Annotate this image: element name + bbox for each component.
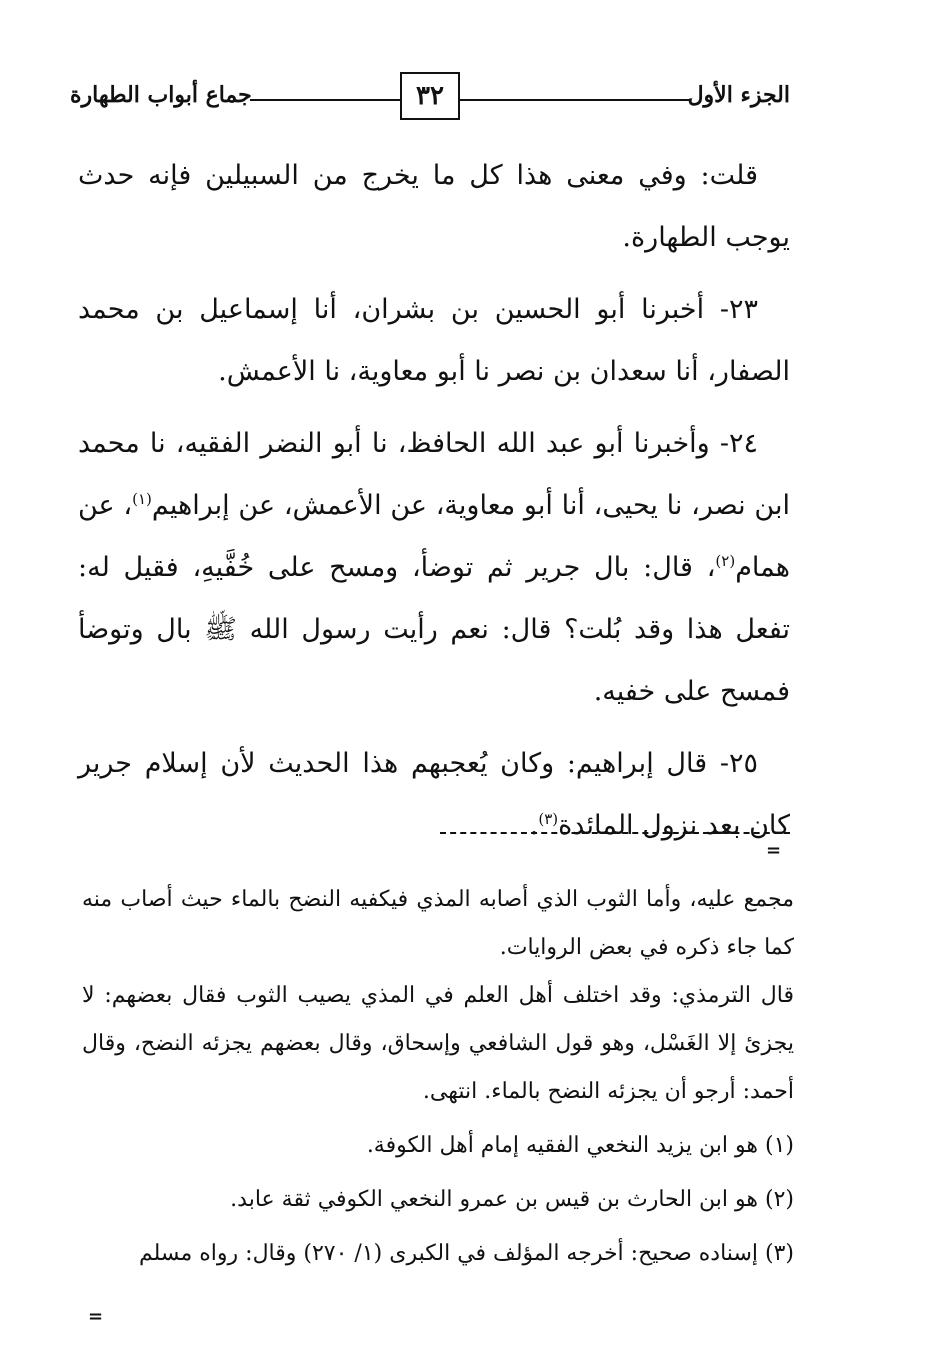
continuation-mark-bottom: =: [88, 1306, 104, 1327]
page-number-box: [400, 72, 460, 120]
hadith-25-end: .: [529, 810, 539, 841]
footnote-ref-1: (١): [132, 490, 152, 508]
footnote-2: (٢) هو ابن الحارث بن قيس بن عمرو النخعي الكوفي ثقة عابد.: [230, 1187, 794, 1212]
main-text: [78, 145, 790, 867]
paragraph-note: قلت: وفي معنى هذا كل ما يخرج من السبيلين فإنه حدث يوجب الطهارة.: [78, 160, 790, 253]
page-number: ٣٢: [416, 81, 444, 111]
header-rule-left: [250, 99, 400, 101]
footnote-ref-2: (٢): [715, 552, 736, 570]
section-title: جماع أبواب الطهارة: [70, 82, 252, 108]
footnote-1: (١) هو ابن يزيد النخعي الفقيه إمام أهل الكوفة.: [366, 1133, 794, 1158]
running-header: [70, 72, 790, 124]
continuation-mark-top: =: [766, 840, 782, 861]
hadith-24-part-2: ، عن همام: [78, 490, 790, 583]
footnote-continuation-2: قال الترمذي: وقد اختلف أهل العلم في المذي يصيب الثوب فقال بعضهم: لا يجزئ إلا الغَسْل، وهو قول الشافعي وإسحاق، وقال بعضهم يجزئه النضح، وقال أحمد: أرجو أن يجزئه النضح بالماء. انتهى.: [82, 983, 794, 1104]
paragraph-hadith-23: ٢٣- أخبرنا أبو الحسين بن بشران، أنا إسماعيل بن محمد الصفار، أنا سعدان بن نصر نا أبو معاوية، نا الأعمش.: [78, 294, 790, 387]
paragraph-hadith-24: [78, 413, 790, 723]
footnote-separator: [440, 832, 790, 834]
hadith-24-part-1: ٢٤- وأخبرنا أبو عبد الله الحافظ، نا أبو النضر الفقيه، نا محمد ابن نصر، نا يحيى، أنا أبو معاوية، عن الأعمش، عن إبراهيم: [78, 428, 790, 521]
footnote-continuation-1: مجمع عليه، وأما الثوب الذي أصابه المذي فيكفيه النضح بالماء حيث أصاب منه كما جاء ذكره في بعض الروايات.: [82, 887, 794, 960]
hadith-24-part-3: ، قال: بال جرير ثم توضأ، ومسح على خُفَّيهِ، فقيل له: تفعل هذا وقد بُلت؟ قال: نعم رأيت رسول الله ﷺ بال وتوضأ فمسح على خفيه.: [78, 552, 790, 707]
header-rule-right: [460, 99, 690, 101]
hadith-25-text: ٢٥- قال إبراهيم: وكان يُعجبهم هذا الحديث لأن إسلام جرير كان بعد نزول المائدة: [78, 748, 790, 841]
footnote-3: (٣) إسناده صحيح: أخرجه المؤلف في الكبرى (١/ ٢٧٠) وقال: رواه مسلم: [138, 1241, 794, 1266]
paragraph-hadith-25: [78, 733, 790, 857]
footnotes: [82, 876, 794, 1278]
volume-label: الجزء الأول: [687, 82, 790, 108]
footnote-ref-3: (٣): [538, 810, 559, 828]
